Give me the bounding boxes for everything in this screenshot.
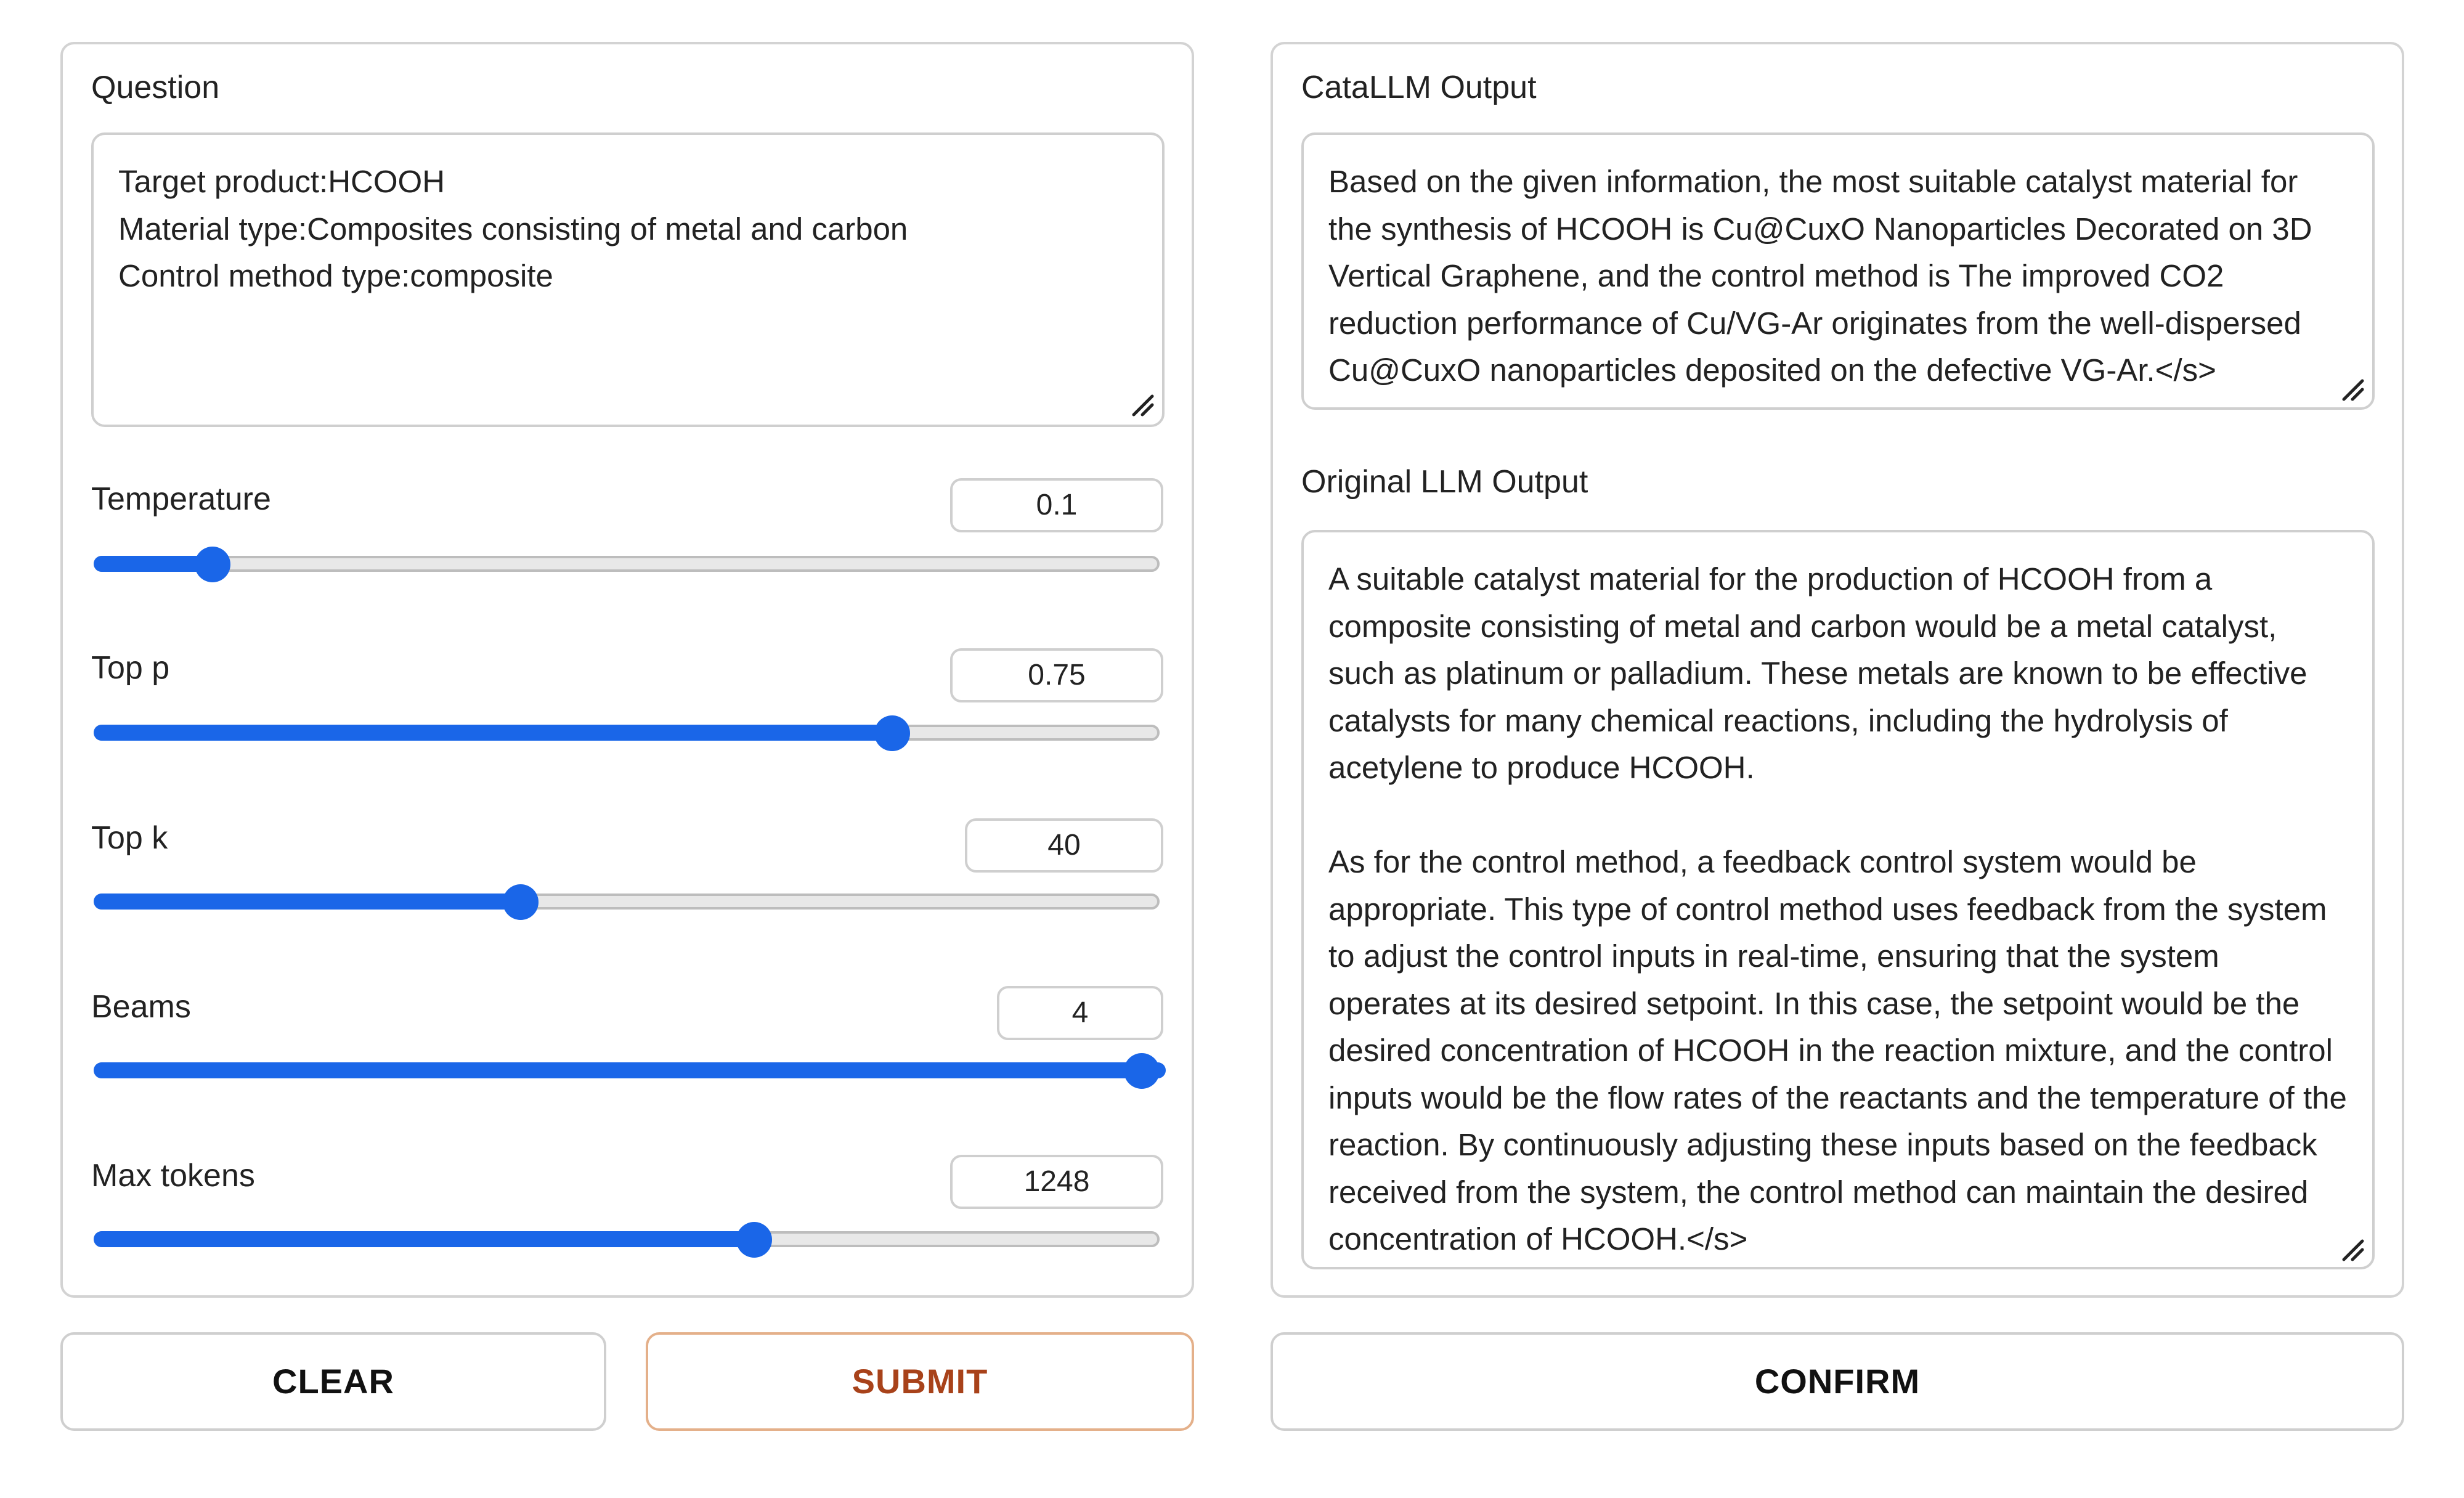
catallm-output-textbox[interactable]: Based on the given information, the most suitable catalyst material for the synthesis of HCOOH is Cu@CuxO Nanoparticles Decorated on 3D Vertical Graphene, and the control method is The improved CO2 reduction performance of Cu/VG-Ar originates from the well-dispersed Cu@CuxO nanoparticles deposited on the defective VG-Ar.</s>	[1301, 132, 2375, 410]
top-k-label: Top k	[91, 820, 168, 856]
original-llm-output-label: Original LLM Output	[1301, 464, 1588, 500]
max-tokens-slider-thumb[interactable]	[736, 1222, 772, 1258]
temperature-value-input[interactable]: 0.1	[950, 478, 1163, 532]
max-tokens-value-input[interactable]: 1248	[950, 1155, 1163, 1209]
temperature-label: Temperature	[91, 481, 271, 517]
top-k-value-input[interactable]: 40	[965, 818, 1163, 873]
resize-grip-icon[interactable]	[1130, 393, 1155, 417]
max-tokens-slider[interactable]	[94, 1231, 1160, 1247]
resize-grip-icon[interactable]	[2340, 377, 2365, 402]
resize-grip-icon[interactable]	[2340, 1237, 2365, 1262]
top-p-slider-fill	[94, 725, 901, 741]
temperature-slider[interactable]	[94, 556, 1160, 572]
catallm-output-label: CataLLM Output	[1301, 70, 1537, 105]
submit-button[interactable]: SUBMIT	[646, 1332, 1194, 1431]
beams-slider[interactable]	[94, 1062, 1160, 1078]
confirm-button[interactable]: CONFIRM	[1271, 1332, 2404, 1431]
top-p-value-input[interactable]: 0.75	[950, 648, 1163, 702]
top-k-slider-thumb[interactable]	[503, 884, 539, 920]
question-label: Question	[91, 70, 220, 105]
top-k-slider[interactable]	[94, 894, 1160, 910]
beams-value-input[interactable]: 4	[997, 986, 1163, 1040]
temperature-slider-thumb[interactable]	[195, 547, 230, 582]
top-p-slider-thumb[interactable]	[874, 715, 910, 751]
max-tokens-slider-fill	[94, 1231, 763, 1247]
clear-button[interactable]: CLEAR	[60, 1332, 606, 1431]
max-tokens-label: Max tokens	[91, 1158, 255, 1194]
beams-label: Beams	[91, 989, 191, 1025]
top-p-slider[interactable]	[94, 725, 1160, 741]
original-llm-output-textbox[interactable]: A suitable catalyst material for the production of HCOOH from a composite consisting of metal and carbon would be a metal catalyst, such as platinum or palladium. These metals are known to be effective catalysts for many chemical reactions, including the hydrolysis of acetylene to produce HCOOH. As for the control method, a feedback control system would be appropriate. This type of control method uses feedback from the system to adjust the control inputs in real-time, ensuring that the system operates at its desired setpoint. In this case, the setpoint would be the desired concentration of HCOOH in the reaction mixture, and the control inputs would be the flow rates of the reactants and the temperature of the reaction. By continuously adjusting these inputs based on the feedback received from the system, the control method can maintain the desired concentration of HCOOH.</s>	[1301, 530, 2375, 1269]
question-input[interactable]: Target product:HCOOH Material type:Composites consisting of metal and carbon Control method type:composite	[91, 132, 1165, 427]
beams-slider-thumb[interactable]	[1124, 1053, 1160, 1089]
top-p-label: Top p	[91, 650, 170, 686]
beams-slider-fill	[94, 1062, 1166, 1078]
top-k-slider-fill	[94, 894, 529, 910]
